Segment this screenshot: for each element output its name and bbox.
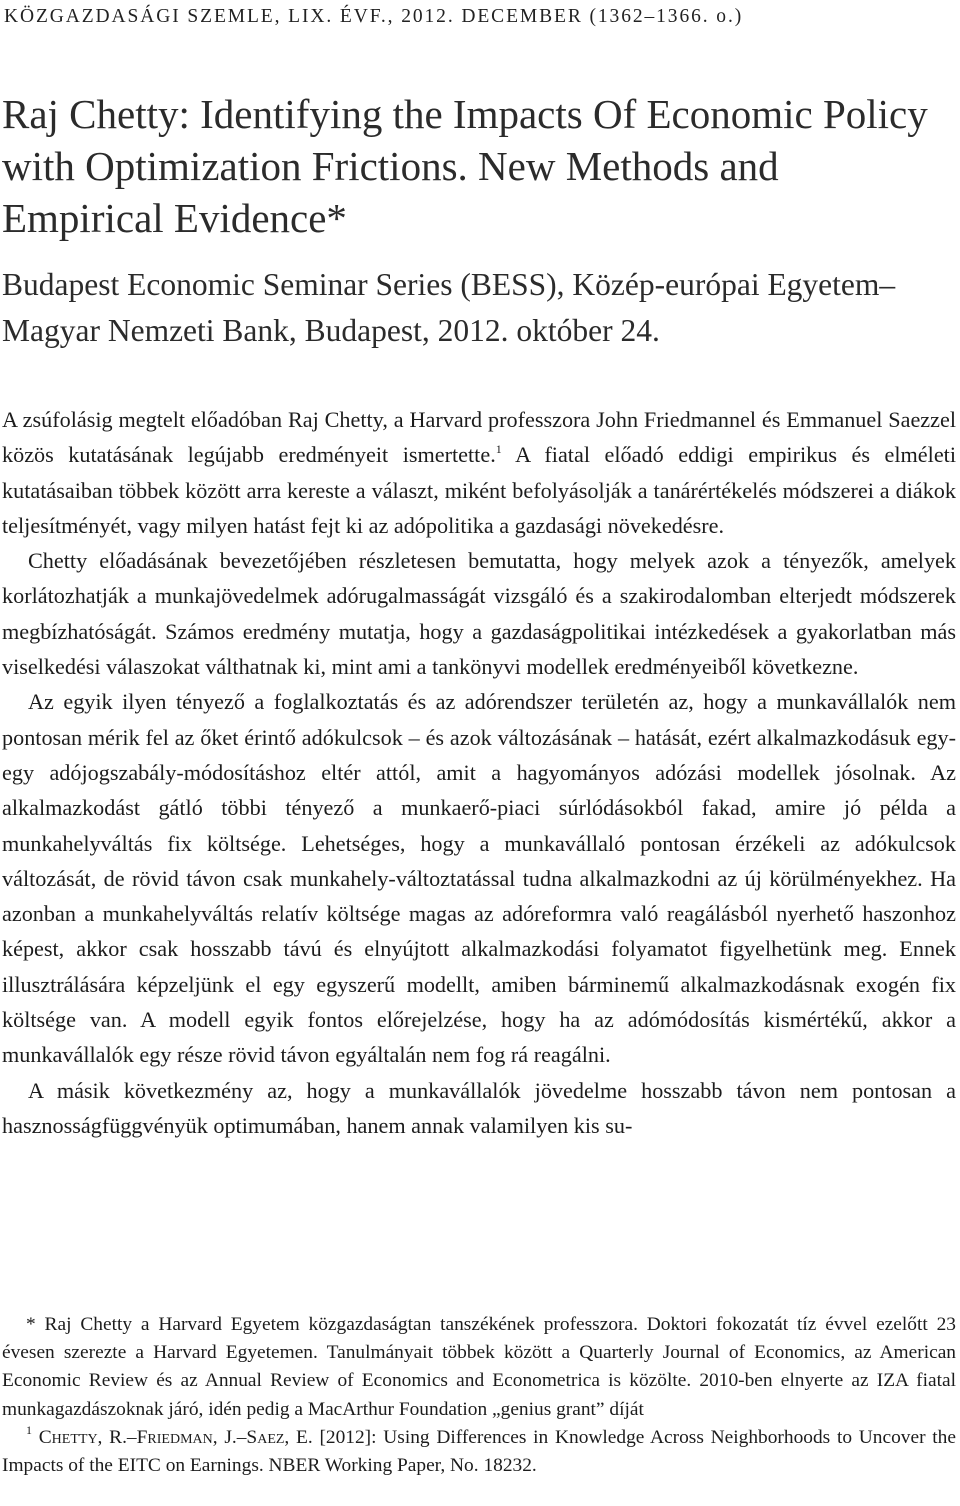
footnote-1-text: [2012]: Using Differences in Knowledge Across Neighborhoods to Uncover the Impacts of the EITC on Earnings. NBER Working Paper, No. 18232.	[2, 1426, 956, 1477]
paragraph-4: A másik következmény az, hogy a munkavállalók jövedelme hosszabb távon nem pontosan a hasznosságfüggvényük optimumában, hanem annak valamilyen kis su-	[2, 1077, 956, 1138]
event-subtitle: Budapest Economic Seminar Series (BESS), Közép-európai Egyetem–Magyar Nemzeti Bank, Budapest, 2012. október 24.	[2, 267, 896, 348]
paragraph-2: Chetty előadásának bevezetőjében részletesen bemutatta, hogy melyek azok a tényezők, amelyek korlátozhatják a munkajövedelmek adórugalmasságát vizsgáló és a szakirodalomban elterjedt módszerek megbízhatóságát. Számos eredmény mutatja, hogy a gazdaságpolitikai intézkedések a gyakorlatban más viselkedési válaszokat válthatnak ki, mint ami a tankönyvi modellek eredményeiből következne.	[2, 548, 956, 680]
paragraph-1	[2, 402, 956, 543]
footnotes	[2, 1311, 956, 1480]
article-title: Raj Chetty: Identifying the Impacts Of Economic Policy with Optimization Frictions. New Methods and Empirical Evidence*	[2, 91, 928, 241]
footnote-1-marker: 1	[26, 1422, 32, 1437]
paragraph-1-end: A fiatal előadó eddigi empirikus és elméleti kutatásaiban többek között arra kereste a választ, miként befolyásolják a tanárértékelés módszerei a diákok teljesítményét, vagy milyen hatást fejt ki az adópolitika a gazdasági növekedésre.	[2, 442, 956, 538]
paragraph-1-start: A zsúfolásig megtelt előadóban Raj Chetty, a Harvard professzora John Friedmannel és Emmanuel Saezzel közös kutatásának legújabb eredményeit ismertette.	[2, 407, 956, 468]
paragraph-3: Az egyik ilyen tényező a foglalkoztatás és az adórendszer területén az, hogy a munkavállalók nem pontosan mérik fel az őket érintő adókulcsok – és azok változásának – hatását, ezért alkalmazkodásuk egy-egy adójogszabály-módosításhoz eltér attól, amit a hagyományos adózási modellek jósolnak. Az alkalmazkodást gátló többi tényező a munkaerő-piaci súrlódásokból fakad, amire jó példa a munkahelyváltás fix költsége. Lehetséges, hogy a munkavállaló pontosan érzékeli az adókulcsok változását, de rövid távon csak munkahely-változtatással tudna alkalmazkodni az új körülményekhez. Ha azonban a munkahelyváltás relatív költsége magas az adóreformra való reagálásból nyerhető haszonhoz képest, akkor csak hosszabb távú és elnyújtott alkalmazkodási folyamatot figyelhetünk meg. Ennek illusztrálására képzeljünk el egy egyszerű modellt, amiben bárminemű alkalmazkodásnak exogén fix költsége van. A modell egyik fontos előrejelzése, hogy ha az adómódosítás kismértékű, akkor a munkavállalók egy része rövid távon egyáltalán nem fog rá reagálni.	[2, 689, 956, 1068]
footnote-1	[2, 1424, 956, 1480]
footnote-1-authors: Chetty, R.–Friedman, J.–Saez, E.	[38, 1426, 313, 1448]
footnote-star: * Raj Chetty a Harvard Egyetem közgazdaságtan tanszékének professzora. Doktori fokozatát tíz évvel ezelőtt 23 évesen szerezte a Harvard Egyetemen. Tanulmányait többek között a Quarterly Journal of Economics, az American Economic Review és az Annual Review of Economics and Econometrica is közölte. 2010-ben elnyerte az IZA fiatal munkagazdászoknak járó, idén pedig a MacArthur Foundation „genius grant” díját	[2, 1314, 956, 1420]
running-head: KÖZGAZDASÁGI SZEMLE, LIX. ÉVF., 2012. DECEMBER (1362–1366. o.)	[4, 6, 744, 27]
footnote-ref-1: 1	[495, 442, 502, 457]
article-body	[2, 402, 956, 1143]
